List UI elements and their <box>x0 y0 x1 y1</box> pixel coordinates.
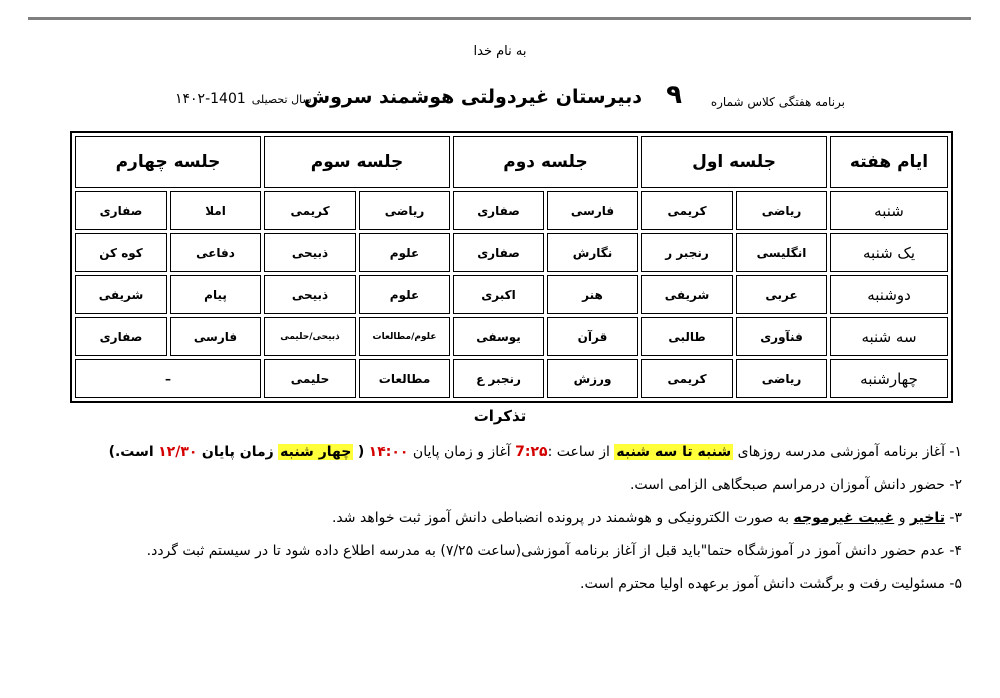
subject-cell: فنآوری <box>736 317 827 356</box>
note-3-text-b: و <box>898 510 906 526</box>
subject-cell: نگارش <box>547 233 638 272</box>
title-line <box>0 78 1000 118</box>
note-1-text-d: ( <box>357 444 365 460</box>
subject-cell: علوم/مطالعات <box>359 317 450 356</box>
schedule-table <box>70 131 953 403</box>
subject-cell: ریاضی <box>736 359 827 398</box>
subject-cell: علوم <box>359 233 450 272</box>
title-label: برنامه هفتگی کلاس شماره <box>710 95 845 109</box>
table-row <box>75 191 948 230</box>
note-1-highlight-wednesday: چهار شنبه <box>280 444 352 460</box>
day-cell: چهارشنبه <box>830 359 948 398</box>
subject-cell: هنر <box>547 275 638 314</box>
subject-cell: املا <box>170 191 261 230</box>
teacher-cell: ذبیحی/حلیمی <box>264 317 356 356</box>
subject-cell: عربی <box>736 275 827 314</box>
teacher-cell: ذبیحی <box>264 275 356 314</box>
teacher-cell: رنجبر ر <box>641 233 733 272</box>
day-cell: شنبه <box>830 191 948 230</box>
teacher-cell: رنجبر ع <box>453 359 544 398</box>
teacher-cell: شریفی <box>75 275 167 314</box>
note-1-start-time: 7:۲۵ <box>515 444 548 460</box>
note-1-end-time: ۱۴:۰۰ <box>368 444 409 460</box>
note-1-text-a: ۱- آغاز برنامه آموزشی مدرسه روزهای <box>737 444 962 460</box>
table-row <box>75 275 948 314</box>
empty-session-cell: – <box>75 359 261 398</box>
teacher-cell: اکبری <box>453 275 544 314</box>
note-5: ۵- مسئولیت رفت و برگشت دانش آموز برعهده اولیا محترم است. <box>580 576 962 592</box>
header-days: ایام هفته <box>830 136 948 188</box>
subject-cell: قرآن <box>547 317 638 356</box>
note-3-text-c: به صورت الکترونیکی و هوشمند در پرونده انضباطی دانش آموز ثبت خواهد شد. <box>331 510 790 526</box>
teacher-cell: صفاری <box>453 233 544 272</box>
subject-cell: ریاضی <box>359 191 450 230</box>
header-row <box>75 136 948 188</box>
header-session-3: جلسه سوم <box>264 136 450 188</box>
bismillah: به نام خدا <box>473 44 527 59</box>
teacher-cell: صفاری <box>75 191 167 230</box>
teacher-cell: شریفی <box>641 275 733 314</box>
year-label: سال تحصیلی <box>251 93 312 106</box>
note-1-text-c: آغاز و زمان پایان <box>412 444 511 460</box>
teacher-cell: حلیمی <box>264 359 356 398</box>
year-value: ۱۴۰۲-1401 <box>175 91 246 107</box>
day-cell: سه شنبه <box>830 317 948 356</box>
note-3-text-a: ۳- <box>949 510 962 526</box>
teacher-cell: صفاری <box>453 191 544 230</box>
day-cell: یک شنبه <box>830 233 948 272</box>
top-rule <box>28 17 971 20</box>
note-3-unexcused-absence: غیبت غیرموجه <box>793 510 895 526</box>
note-3-lateness: تاخیر <box>909 510 945 526</box>
header-session-1: جلسه اول <box>641 136 827 188</box>
notes-title: تذکرات <box>473 407 527 425</box>
academic-year <box>175 91 312 107</box>
teacher-cell: کریمی <box>264 191 356 230</box>
subject-cell: مطالعات <box>359 359 450 398</box>
note-2: ۲- حضور دانش آموزان درمراسم صبحگاهی الزامی است. <box>629 477 962 493</box>
subject-cell: فارسی <box>547 191 638 230</box>
table-row <box>75 233 948 272</box>
note-1-text-b: از ساعت : <box>547 444 610 460</box>
note-1-wednesday-time: ۱۲/۳۰ <box>158 444 198 460</box>
teacher-cell: ذبیحی <box>264 233 356 272</box>
teacher-cell: کریمی <box>641 191 733 230</box>
day-cell: دوشنبه <box>830 275 948 314</box>
teacher-cell: طالبی <box>641 317 733 356</box>
subject-cell: ورزش <box>547 359 638 398</box>
header-session-2: جلسه دوم <box>453 136 638 188</box>
table-row <box>75 317 948 356</box>
note-1 <box>32 436 962 469</box>
teacher-cell: کوه کن <box>75 233 167 272</box>
header-session-4: جلسه چهارم <box>75 136 261 188</box>
notes-list <box>32 436 962 601</box>
subject-cell: علوم <box>359 275 450 314</box>
note-3 <box>32 502 962 535</box>
note-1-text-f: است.) <box>108 444 154 460</box>
teacher-cell: یوسفی <box>453 317 544 356</box>
subject-cell: پیام <box>170 275 261 314</box>
teacher-cell: صفاری <box>75 317 167 356</box>
subject-cell: دفاعی <box>170 233 261 272</box>
school-name: دبیرستان غیردولتی هوشمند سروش <box>303 86 642 108</box>
subject-cell: انگلیسی <box>736 233 827 272</box>
subject-cell: ریاضی <box>736 191 827 230</box>
teacher-cell: کریمی <box>641 359 733 398</box>
table-row <box>75 359 948 398</box>
note-1-text-e: زمان پایان <box>201 444 274 460</box>
note-4: ۴- عدم حضور دانش آموز در آموزشگاه حتما"باید قبل از آغاز برنامه آموزشی(ساعت ۷/۲۵) به مدرسه اطلاع داده شود تا در سیستم ثبت گردد. <box>146 543 962 559</box>
subject-cell: فارسی <box>170 317 261 356</box>
class-number: ۹ <box>666 80 682 110</box>
note-1-highlight-days: شنبه تا سه شنبه <box>616 444 732 460</box>
